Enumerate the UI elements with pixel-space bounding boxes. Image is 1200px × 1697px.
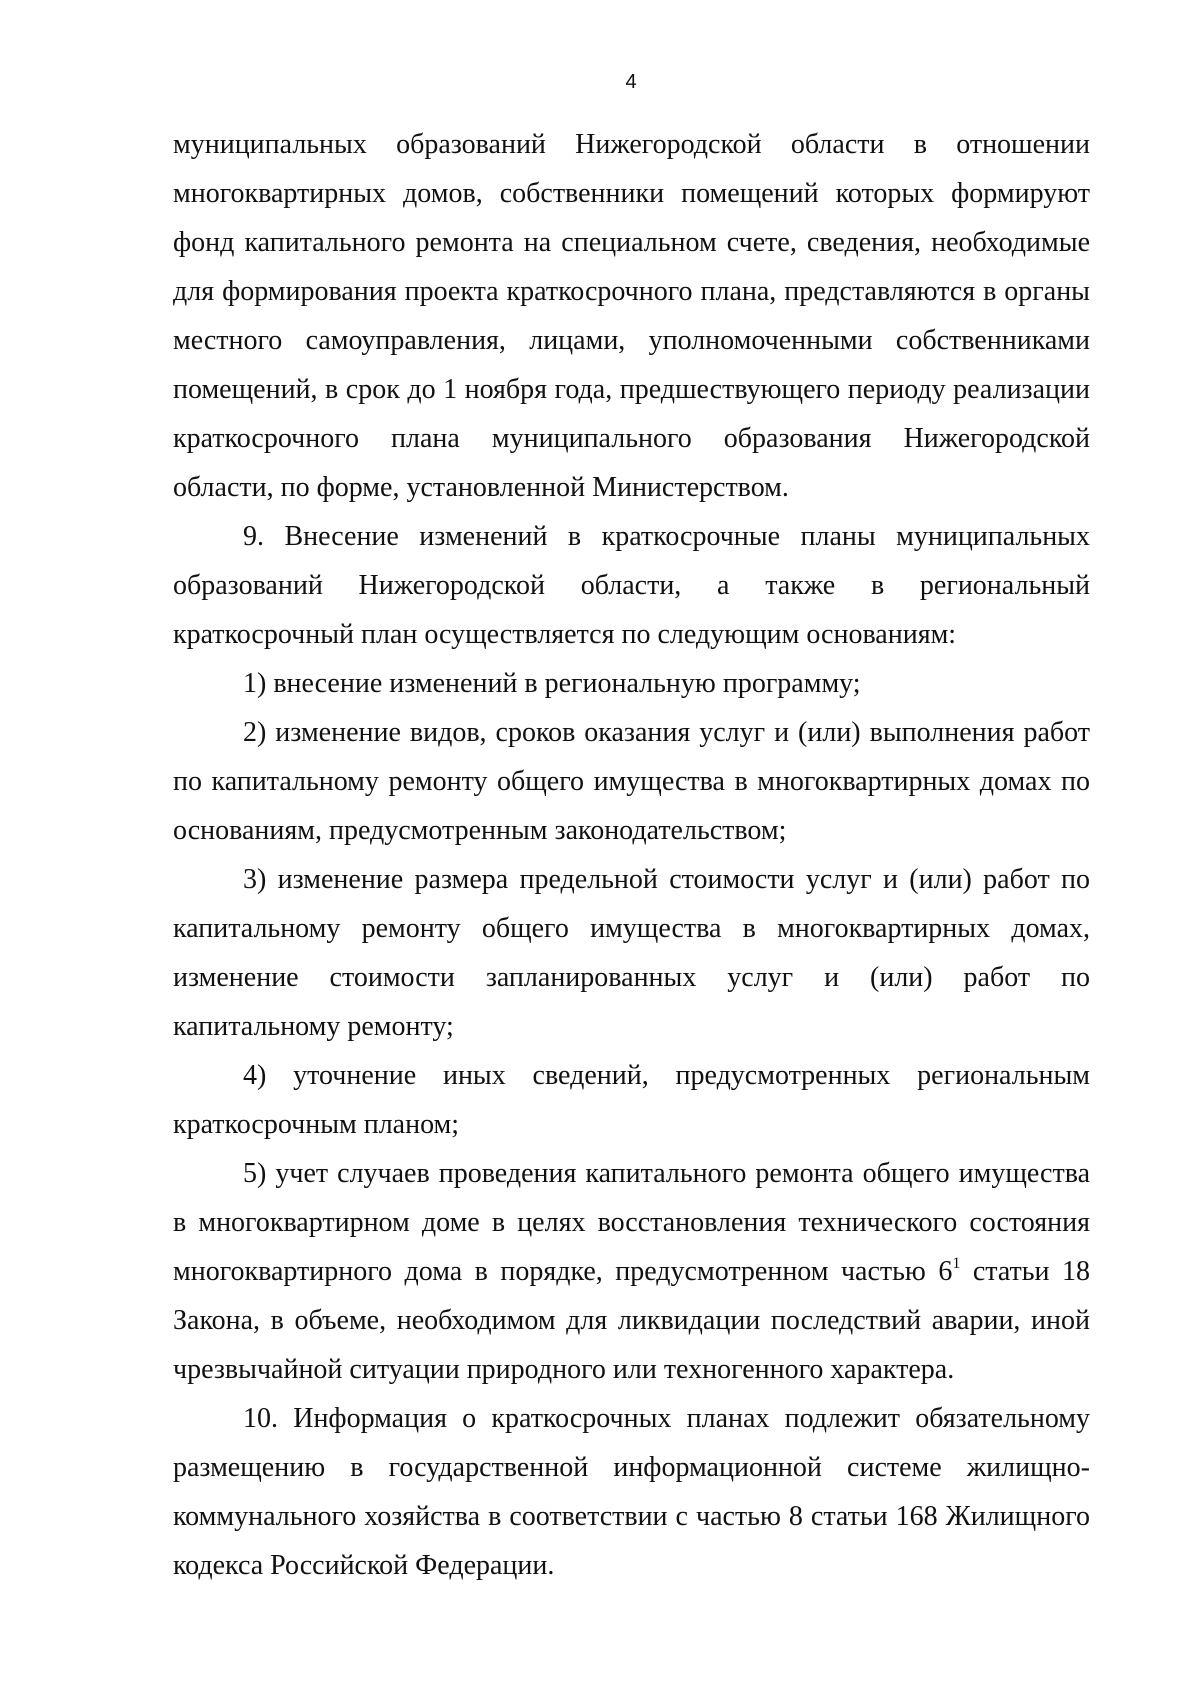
paragraph-subitem-4: 4) уточнение иных сведений, предусмотренных региональным краткосрочным планом; [173,1060,1090,1140]
superscript-1: 1 [952,1255,961,1272]
paragraph-subitem-2: 2) изменение видов, сроков оказания услуг и (или) выполнения работ по капитальному ремонту общего имущества в многоквартирных домах по основаниям, предусмотренным законодательством; [173,717,1090,846]
paragraph-item-10: 10. Информация о краткосрочных планах подлежит обязательному размещению в государственной информационной системе жилищно-коммунального хозяйства в соответствии с частью 8 статьи 168 Жилищного кодекса Российской Федерации. [173,1403,1090,1581]
page-number: 4 [625,71,637,93]
paragraph-item-9: 9. Внесение изменений в краткосрочные планы муниципальных образований Нижегородской области, а также в региональный краткосрочный план осуществляется по следующим основаниям: [173,521,1090,650]
paragraph-subitem-3: 3) изменение размера предельной стоимости услуг и (или) работ по капитальному ремонту общего имущества в многоквартирных домах, изменение стоимости запланированных услуг и (или) работ по капитальному ремонту; [173,864,1090,1042]
paragraph-subitem-5-text-end: статьи 18 Закона, в объеме, необходимом для ликвидации последствий аварии, иной чрезвычайной ситуации природного или техногенного характера. [173,1256,1090,1385]
document-body [173,120,1090,1590]
paragraph-subitem-1: 1) внесение изменений в региональную программу; [243,668,861,699]
paragraph-subitem-5-text-start: 5) учет случаев проведения капитального ремонта общего имущества в многоквартирном доме в целях восстановления технического состояния многоквартирного дома в порядке, предусмотренном частью 6 [173,1158,1090,1287]
paragraph-subitem-5 [173,1149,1090,1394]
paragraph-continuation: муниципальных образований Нижегородской области в отношении многоквартирных домов, собственники помещений которых формируют фонд капитального ремонта на специальном счете, сведения, необходимые для формирования проекта краткосрочного плана, представляются в органы местного самоуправления, лицами, уполномоченными собственниками помещений, в срок до 1 ноября года, предшествующего периоду реализации краткосрочного плана муниципального образования Нижегородской области, по форме, установленной Министерством. [173,129,1090,503]
